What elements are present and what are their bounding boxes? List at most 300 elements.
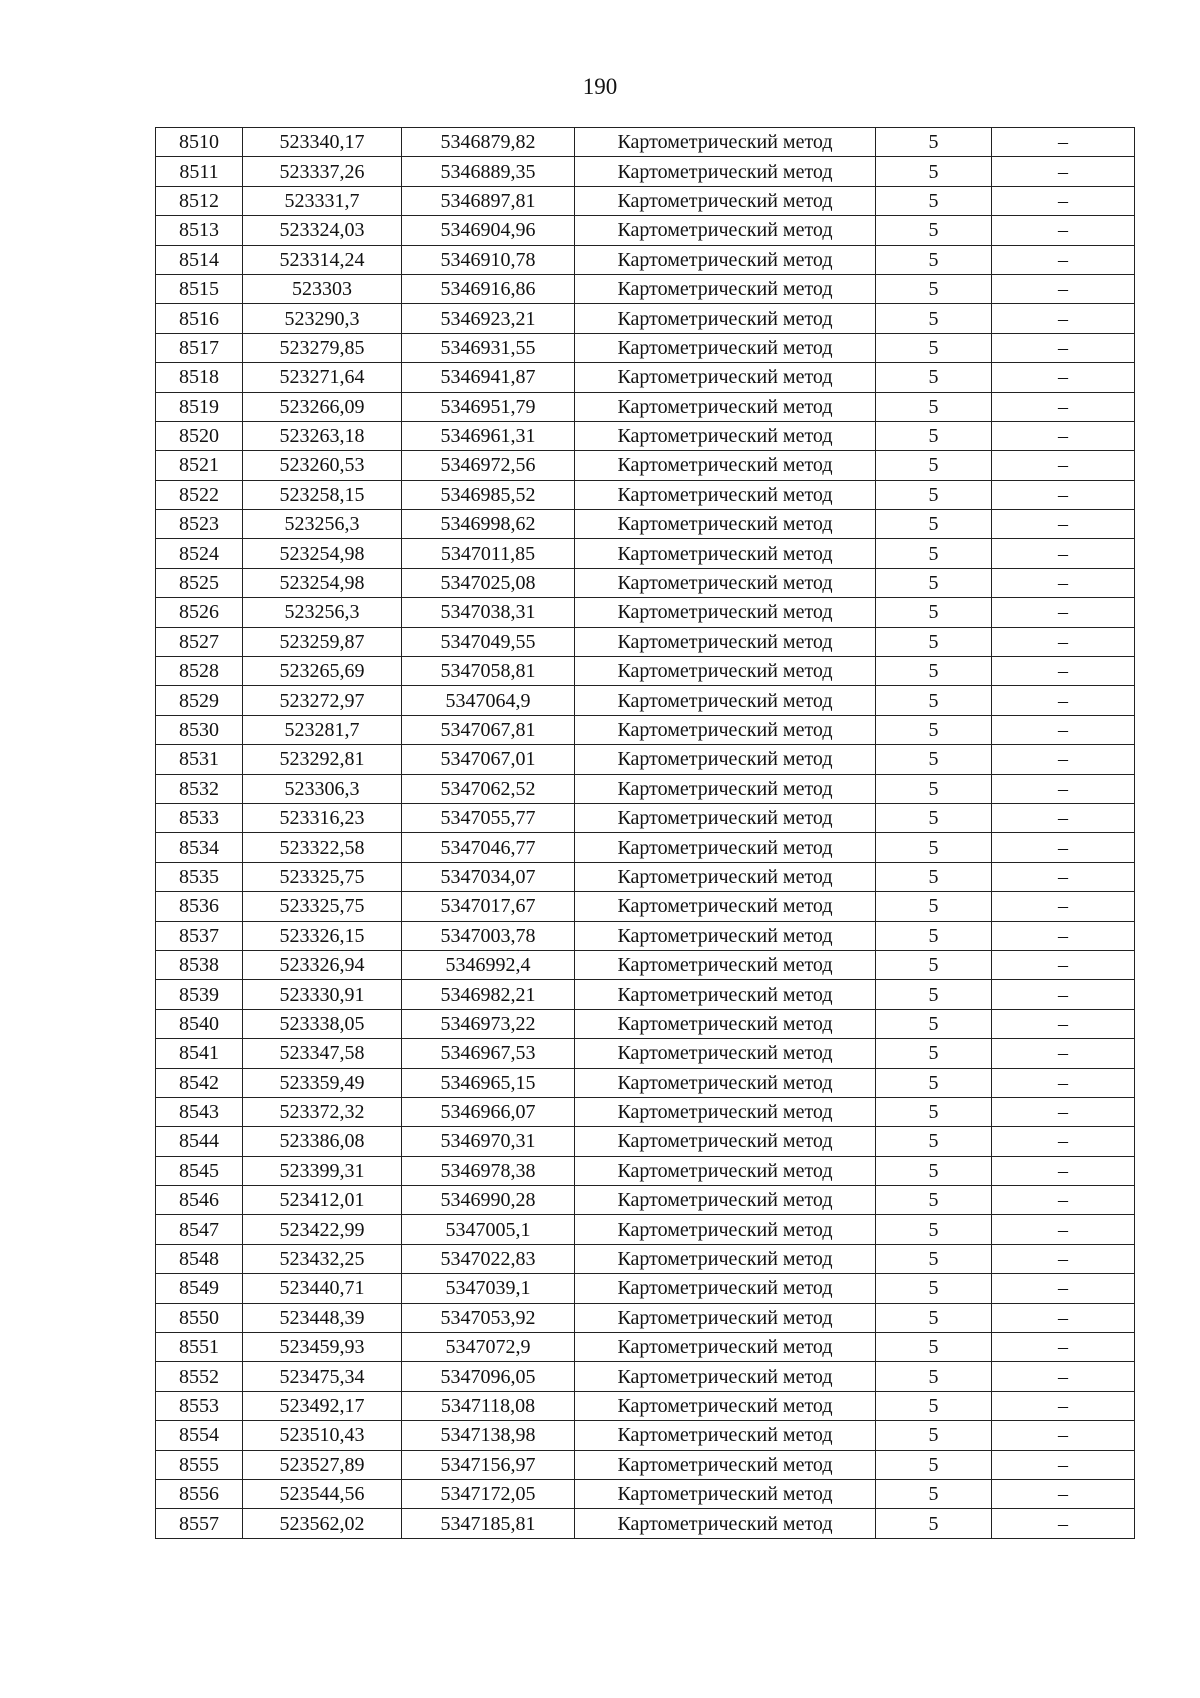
table-row — [156, 274, 1135, 303]
table-row — [156, 1479, 1135, 1508]
method-cell: Картометрический метод — [575, 774, 876, 803]
table-row — [156, 980, 1135, 1009]
description-cell: – — [992, 1039, 1135, 1068]
accuracy-cell: 5 — [876, 1156, 992, 1185]
x-coordinate-cell: 523412,01 — [243, 1186, 402, 1215]
table-row — [156, 921, 1135, 950]
description-cell: – — [992, 950, 1135, 979]
table-row — [156, 539, 1135, 568]
method-cell: Картометрический метод — [575, 451, 876, 480]
accuracy-cell: 5 — [876, 1450, 992, 1479]
point-number-cell: 8533 — [156, 803, 243, 832]
method-cell: Картометрический метод — [575, 1244, 876, 1273]
description-cell: – — [992, 1362, 1135, 1391]
y-coordinate-cell: 5346897,81 — [402, 186, 575, 215]
table-row — [156, 1186, 1135, 1215]
y-coordinate-cell: 5346998,62 — [402, 510, 575, 539]
y-coordinate-cell: 5346961,31 — [402, 421, 575, 450]
point-number-cell: 8514 — [156, 245, 243, 274]
point-number-cell: 8521 — [156, 451, 243, 480]
method-cell: Картометрический метод — [575, 1333, 876, 1362]
x-coordinate-cell: 523290,3 — [243, 304, 402, 333]
table-row — [156, 1244, 1135, 1273]
coordinates-table-body — [156, 128, 1135, 1539]
method-cell: Картометрический метод — [575, 333, 876, 362]
x-coordinate-cell: 523432,25 — [243, 1244, 402, 1273]
y-coordinate-cell: 5346965,15 — [402, 1068, 575, 1097]
method-cell: Картометрический метод — [575, 1215, 876, 1244]
table-row — [156, 392, 1135, 421]
description-cell: – — [992, 304, 1135, 333]
method-cell: Картометрический метод — [575, 363, 876, 392]
method-cell: Картометрический метод — [575, 598, 876, 627]
accuracy-cell: 5 — [876, 657, 992, 686]
accuracy-cell: 5 — [876, 745, 992, 774]
description-cell: – — [992, 715, 1135, 744]
method-cell: Картометрический метод — [575, 745, 876, 774]
accuracy-cell: 5 — [876, 1509, 992, 1538]
x-coordinate-cell: 523272,97 — [243, 686, 402, 715]
accuracy-cell: 5 — [876, 1421, 992, 1450]
accuracy-cell: 5 — [876, 186, 992, 215]
y-coordinate-cell: 5347011,85 — [402, 539, 575, 568]
point-number-cell: 8540 — [156, 1009, 243, 1038]
y-coordinate-cell: 5347046,77 — [402, 833, 575, 862]
point-number-cell: 8548 — [156, 1244, 243, 1273]
point-number-cell: 8523 — [156, 510, 243, 539]
table-row — [156, 1127, 1135, 1156]
table-row — [156, 803, 1135, 832]
method-cell: Картометрический метод — [575, 480, 876, 509]
accuracy-cell: 5 — [876, 451, 992, 480]
description-cell: – — [992, 1479, 1135, 1508]
accuracy-cell: 5 — [876, 862, 992, 891]
description-cell: – — [992, 392, 1135, 421]
description-cell: – — [992, 274, 1135, 303]
point-number-cell: 8544 — [156, 1127, 243, 1156]
y-coordinate-cell: 5347072,9 — [402, 1333, 575, 1362]
y-coordinate-cell: 5347067,81 — [402, 715, 575, 744]
point-number-cell: 8516 — [156, 304, 243, 333]
x-coordinate-cell: 523372,32 — [243, 1097, 402, 1126]
y-coordinate-cell: 5346916,86 — [402, 274, 575, 303]
accuracy-cell: 5 — [876, 245, 992, 274]
point-number-cell: 8511 — [156, 157, 243, 186]
y-coordinate-cell: 5346973,22 — [402, 1009, 575, 1038]
table-row — [156, 245, 1135, 274]
y-coordinate-cell: 5347172,05 — [402, 1479, 575, 1508]
x-coordinate-cell: 523265,69 — [243, 657, 402, 686]
method-cell: Картометрический метод — [575, 1009, 876, 1038]
method-cell: Картометрический метод — [575, 1274, 876, 1303]
x-coordinate-cell: 523338,05 — [243, 1009, 402, 1038]
x-coordinate-cell: 523259,87 — [243, 627, 402, 656]
y-coordinate-cell: 5347022,83 — [402, 1244, 575, 1273]
method-cell: Картометрический метод — [575, 657, 876, 686]
point-number-cell: 8537 — [156, 921, 243, 950]
method-cell: Картометрический метод — [575, 539, 876, 568]
description-cell: – — [992, 774, 1135, 803]
point-number-cell: 8555 — [156, 1450, 243, 1479]
description-cell: – — [992, 1303, 1135, 1332]
description-cell: – — [992, 333, 1135, 362]
description-cell: – — [992, 421, 1135, 450]
y-coordinate-cell: 5347096,05 — [402, 1362, 575, 1391]
y-coordinate-cell: 5347064,9 — [402, 686, 575, 715]
accuracy-cell: 5 — [876, 157, 992, 186]
point-number-cell: 8551 — [156, 1333, 243, 1362]
point-number-cell: 8529 — [156, 686, 243, 715]
point-number-cell: 8531 — [156, 745, 243, 774]
point-number-cell: 8518 — [156, 363, 243, 392]
point-number-cell: 8519 — [156, 392, 243, 421]
method-cell: Картометрический метод — [575, 1039, 876, 1068]
y-coordinate-cell: 5347138,98 — [402, 1421, 575, 1450]
x-coordinate-cell: 523254,98 — [243, 539, 402, 568]
point-number-cell: 8536 — [156, 892, 243, 921]
x-coordinate-cell: 523256,3 — [243, 598, 402, 627]
accuracy-cell: 5 — [876, 1362, 992, 1391]
accuracy-cell: 5 — [876, 1039, 992, 1068]
accuracy-cell: 5 — [876, 568, 992, 597]
method-cell: Картометрический метод — [575, 892, 876, 921]
x-coordinate-cell: 523271,64 — [243, 363, 402, 392]
table-row — [156, 451, 1135, 480]
accuracy-cell: 5 — [876, 1303, 992, 1332]
y-coordinate-cell: 5347185,81 — [402, 1509, 575, 1538]
description-cell: – — [992, 627, 1135, 656]
accuracy-cell: 5 — [876, 510, 992, 539]
accuracy-cell: 5 — [876, 216, 992, 245]
table-row — [156, 1391, 1135, 1420]
description-cell: – — [992, 862, 1135, 891]
accuracy-cell: 5 — [876, 833, 992, 862]
x-coordinate-cell: 523258,15 — [243, 480, 402, 509]
method-cell: Картометрический метод — [575, 392, 876, 421]
table-row — [156, 128, 1135, 157]
y-coordinate-cell: 5346910,78 — [402, 245, 575, 274]
accuracy-cell: 5 — [876, 392, 992, 421]
description-cell: – — [992, 1068, 1135, 1097]
table-row — [156, 1450, 1135, 1479]
description-cell: – — [992, 1009, 1135, 1038]
description-cell: – — [992, 1421, 1135, 1450]
accuracy-cell: 5 — [876, 480, 992, 509]
table-row — [156, 216, 1135, 245]
point-number-cell: 8550 — [156, 1303, 243, 1332]
point-number-cell: 8546 — [156, 1186, 243, 1215]
table-row — [156, 157, 1135, 186]
accuracy-cell: 5 — [876, 421, 992, 450]
x-coordinate-cell: 523281,7 — [243, 715, 402, 744]
point-number-cell: 8524 — [156, 539, 243, 568]
description-cell: – — [992, 1509, 1135, 1538]
table-row — [156, 1068, 1135, 1097]
x-coordinate-cell: 523324,03 — [243, 216, 402, 245]
x-coordinate-cell: 523527,89 — [243, 1450, 402, 1479]
point-number-cell: 8513 — [156, 216, 243, 245]
method-cell: Картометрический метод — [575, 245, 876, 274]
x-coordinate-cell: 523440,71 — [243, 1274, 402, 1303]
y-coordinate-cell: 5346990,28 — [402, 1186, 575, 1215]
x-coordinate-cell: 523325,75 — [243, 862, 402, 891]
table-row — [156, 480, 1135, 509]
method-cell: Картометрический метод — [575, 1479, 876, 1508]
method-cell: Картометрический метод — [575, 833, 876, 862]
y-coordinate-cell: 5347017,67 — [402, 892, 575, 921]
point-number-cell: 8522 — [156, 480, 243, 509]
x-coordinate-cell: 523256,3 — [243, 510, 402, 539]
point-number-cell: 8526 — [156, 598, 243, 627]
table-row — [156, 774, 1135, 803]
description-cell: – — [992, 216, 1135, 245]
point-number-cell: 8552 — [156, 1362, 243, 1391]
method-cell: Картометрический метод — [575, 1303, 876, 1332]
description-cell: – — [992, 1156, 1135, 1185]
table-row — [156, 657, 1135, 686]
point-number-cell: 8512 — [156, 186, 243, 215]
x-coordinate-cell: 523326,94 — [243, 950, 402, 979]
y-coordinate-cell: 5347156,97 — [402, 1450, 575, 1479]
y-coordinate-cell: 5346978,38 — [402, 1156, 575, 1185]
accuracy-cell: 5 — [876, 686, 992, 715]
accuracy-cell: 5 — [876, 1127, 992, 1156]
description-cell: – — [992, 539, 1135, 568]
table-row — [156, 1215, 1135, 1244]
y-coordinate-cell: 5346992,4 — [402, 950, 575, 979]
y-coordinate-cell: 5346904,96 — [402, 216, 575, 245]
description-cell: – — [992, 1391, 1135, 1420]
method-cell: Картометрический метод — [575, 1186, 876, 1215]
point-number-cell: 8517 — [156, 333, 243, 362]
accuracy-cell: 5 — [876, 1391, 992, 1420]
point-number-cell: 8557 — [156, 1509, 243, 1538]
point-number-cell: 8554 — [156, 1421, 243, 1450]
description-cell: – — [992, 157, 1135, 186]
method-cell: Картометрический метод — [575, 803, 876, 832]
description-cell: – — [992, 363, 1135, 392]
accuracy-cell: 5 — [876, 128, 992, 157]
accuracy-cell: 5 — [876, 363, 992, 392]
x-coordinate-cell: 523326,15 — [243, 921, 402, 950]
point-number-cell: 8525 — [156, 568, 243, 597]
accuracy-cell: 5 — [876, 950, 992, 979]
description-cell: – — [992, 833, 1135, 862]
point-number-cell: 8532 — [156, 774, 243, 803]
method-cell: Картометрический метод — [575, 1362, 876, 1391]
x-coordinate-cell: 523292,81 — [243, 745, 402, 774]
accuracy-cell: 5 — [876, 774, 992, 803]
method-cell: Картометрический метод — [575, 274, 876, 303]
table-row — [156, 304, 1135, 333]
y-coordinate-cell: 5347062,52 — [402, 774, 575, 803]
method-cell: Картометрический метод — [575, 1068, 876, 1097]
table-row — [156, 862, 1135, 891]
description-cell: – — [992, 1186, 1135, 1215]
x-coordinate-cell: 523260,53 — [243, 451, 402, 480]
description-cell: – — [992, 1097, 1135, 1126]
table-row — [156, 1156, 1135, 1185]
point-number-cell: 8530 — [156, 715, 243, 744]
x-coordinate-cell: 523448,39 — [243, 1303, 402, 1332]
table-row — [156, 1333, 1135, 1362]
method-cell: Картометрический метод — [575, 950, 876, 979]
description-cell: – — [992, 980, 1135, 1009]
method-cell: Картометрический метод — [575, 216, 876, 245]
x-coordinate-cell: 523347,58 — [243, 1039, 402, 1068]
method-cell: Картометрический метод — [575, 1450, 876, 1479]
y-coordinate-cell: 5346889,35 — [402, 157, 575, 186]
point-number-cell: 8535 — [156, 862, 243, 891]
table-row — [156, 686, 1135, 715]
x-coordinate-cell: 523492,17 — [243, 1391, 402, 1420]
description-cell: – — [992, 480, 1135, 509]
description-cell: – — [992, 598, 1135, 627]
point-number-cell: 8549 — [156, 1274, 243, 1303]
y-coordinate-cell: 5346982,21 — [402, 980, 575, 1009]
method-cell: Картометрический метод — [575, 510, 876, 539]
y-coordinate-cell: 5347038,31 — [402, 598, 575, 627]
page-number: 190 — [582, 74, 618, 99]
description-cell: – — [992, 186, 1135, 215]
accuracy-cell: 5 — [876, 715, 992, 744]
table-row — [156, 186, 1135, 215]
accuracy-cell: 5 — [876, 1186, 992, 1215]
point-number-cell: 8520 — [156, 421, 243, 450]
x-coordinate-cell: 523422,99 — [243, 1215, 402, 1244]
method-cell: Картометрический метод — [575, 1127, 876, 1156]
accuracy-cell: 5 — [876, 1097, 992, 1126]
description-cell: – — [992, 1127, 1135, 1156]
point-number-cell: 8528 — [156, 657, 243, 686]
y-coordinate-cell: 5346985,52 — [402, 480, 575, 509]
point-number-cell: 8545 — [156, 1156, 243, 1185]
y-coordinate-cell: 5347053,92 — [402, 1303, 575, 1332]
x-coordinate-cell: 523475,34 — [243, 1362, 402, 1391]
table-row — [156, 333, 1135, 362]
method-cell: Картометрический метод — [575, 157, 876, 186]
description-cell: – — [992, 657, 1135, 686]
y-coordinate-cell: 5347067,01 — [402, 745, 575, 774]
description-cell: – — [992, 1450, 1135, 1479]
method-cell: Картометрический метод — [575, 304, 876, 333]
description-cell: – — [992, 1244, 1135, 1273]
point-number-cell: 8543 — [156, 1097, 243, 1126]
x-coordinate-cell: 523337,26 — [243, 157, 402, 186]
x-coordinate-cell: 523544,56 — [243, 1479, 402, 1508]
y-coordinate-cell: 5346972,56 — [402, 451, 575, 480]
y-coordinate-cell: 5346941,87 — [402, 363, 575, 392]
x-coordinate-cell: 523303 — [243, 274, 402, 303]
accuracy-cell: 5 — [876, 892, 992, 921]
x-coordinate-cell: 523322,58 — [243, 833, 402, 862]
x-coordinate-cell: 523399,31 — [243, 1156, 402, 1185]
x-coordinate-cell: 523510,43 — [243, 1421, 402, 1450]
table-row — [156, 892, 1135, 921]
y-coordinate-cell: 5346931,55 — [402, 333, 575, 362]
method-cell: Картометрический метод — [575, 1391, 876, 1420]
table-row — [156, 1362, 1135, 1391]
table-row — [156, 1274, 1135, 1303]
accuracy-cell: 5 — [876, 539, 992, 568]
table-row — [156, 745, 1135, 774]
point-number-cell: 8515 — [156, 274, 243, 303]
y-coordinate-cell: 5347003,78 — [402, 921, 575, 950]
accuracy-cell: 5 — [876, 1333, 992, 1362]
method-cell: Картометрический метод — [575, 568, 876, 597]
description-cell: – — [992, 1215, 1135, 1244]
description-cell: – — [992, 245, 1135, 274]
point-number-cell: 8539 — [156, 980, 243, 1009]
table-row — [156, 1097, 1135, 1126]
method-cell: Картометрический метод — [575, 715, 876, 744]
x-coordinate-cell: 523459,93 — [243, 1333, 402, 1362]
y-coordinate-cell: 5347039,1 — [402, 1274, 575, 1303]
table-row — [156, 1509, 1135, 1538]
point-number-cell: 8534 — [156, 833, 243, 862]
description-cell: – — [992, 128, 1135, 157]
x-coordinate-cell: 523330,91 — [243, 980, 402, 1009]
y-coordinate-cell: 5346879,82 — [402, 128, 575, 157]
table-row — [156, 950, 1135, 979]
y-coordinate-cell: 5346967,53 — [402, 1039, 575, 1068]
point-number-cell: 8542 — [156, 1068, 243, 1097]
accuracy-cell: 5 — [876, 921, 992, 950]
description-cell: – — [992, 921, 1135, 950]
method-cell: Картометрический метод — [575, 921, 876, 950]
table-row — [156, 568, 1135, 597]
point-number-cell: 8527 — [156, 627, 243, 656]
y-coordinate-cell: 5346970,31 — [402, 1127, 575, 1156]
x-coordinate-cell: 523331,7 — [243, 186, 402, 215]
accuracy-cell: 5 — [876, 1274, 992, 1303]
method-cell: Картометрический метод — [575, 421, 876, 450]
y-coordinate-cell: 5347025,08 — [402, 568, 575, 597]
x-coordinate-cell: 523254,98 — [243, 568, 402, 597]
coordinates-table — [155, 127, 1135, 1539]
point-number-cell: 8553 — [156, 1391, 243, 1420]
method-cell: Картометрический метод — [575, 1509, 876, 1538]
table-row — [156, 1303, 1135, 1332]
point-number-cell: 8538 — [156, 950, 243, 979]
description-cell: – — [992, 568, 1135, 597]
accuracy-cell: 5 — [876, 1244, 992, 1273]
y-coordinate-cell: 5347049,55 — [402, 627, 575, 656]
accuracy-cell: 5 — [876, 598, 992, 627]
point-number-cell: 8556 — [156, 1479, 243, 1508]
table-row — [156, 627, 1135, 656]
accuracy-cell: 5 — [876, 1068, 992, 1097]
point-number-cell: 8541 — [156, 1039, 243, 1068]
accuracy-cell: 5 — [876, 980, 992, 1009]
description-cell: – — [992, 686, 1135, 715]
y-coordinate-cell: 5346923,21 — [402, 304, 575, 333]
y-coordinate-cell: 5347055,77 — [402, 803, 575, 832]
y-coordinate-cell: 5346966,07 — [402, 1097, 575, 1126]
x-coordinate-cell: 523340,17 — [243, 128, 402, 157]
accuracy-cell: 5 — [876, 304, 992, 333]
table-row — [156, 1421, 1135, 1450]
description-cell: – — [992, 803, 1135, 832]
accuracy-cell: 5 — [876, 333, 992, 362]
method-cell: Картометрический метод — [575, 1156, 876, 1185]
x-coordinate-cell: 523562,02 — [243, 1509, 402, 1538]
table-row — [156, 598, 1135, 627]
point-number-cell: 8547 — [156, 1215, 243, 1244]
table-row — [156, 363, 1135, 392]
table-row — [156, 421, 1135, 450]
method-cell: Картометрический метод — [575, 686, 876, 715]
